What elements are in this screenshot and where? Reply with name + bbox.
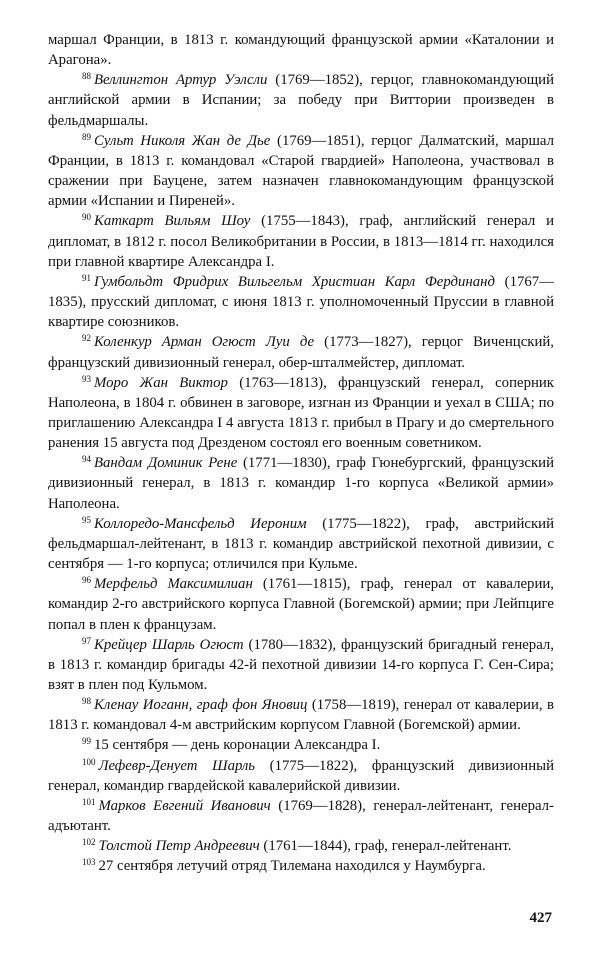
footnote-103 bbox=[48, 856, 554, 876]
footnote-89 bbox=[48, 131, 554, 212]
footnote-person-name: Вандам Доминик Рене bbox=[94, 455, 238, 472]
footnote-number: 94 bbox=[82, 454, 91, 465]
footnote-text: (1769—1828), генерал-лейтенант, генерал-адъютант. bbox=[48, 797, 554, 835]
footnote-person-name: Крейцер Шарль Огюст bbox=[94, 636, 244, 653]
footnote-text: (1769—1851), герцог Далматский, маршал Франции, в 1813 г. командовал «Старой гвардией» Наполеона, участвовал в сражении при Бауцене, затем назначен главнокомандующим французской армии «Испании и Пиреней». bbox=[48, 132, 555, 210]
footnote-text: 27 сентября летучий отряд Тилемана находился у Наумбурга. bbox=[98, 858, 486, 875]
footnote-text: (1761—1815), граф, генерал от кавалерии, командир 2-го австрийского корпуса Главной (Богемской) армии; при Лейпциге попал в плен к французам. bbox=[48, 576, 554, 633]
footnote-text: (1761—1844), граф, генерал-лейтенант. bbox=[259, 838, 512, 855]
footnote-number: 97 bbox=[82, 635, 91, 646]
page-number: 427 bbox=[529, 910, 552, 926]
notes-body bbox=[48, 30, 554, 877]
footnote-91 bbox=[48, 272, 554, 332]
footnote-text: (1769—1852), герцог, главнокомандующий английской армии в Испании; за победу при Виттории произведен в фельдмаршалы. bbox=[48, 72, 554, 129]
footnote-person-name: Каткарт Вильям Шоу bbox=[94, 213, 251, 230]
footnote-person-name: Коллоредо-Мансфельд Иероним bbox=[94, 515, 307, 532]
footnote-100 bbox=[48, 756, 554, 796]
footnote-number: 88 bbox=[82, 71, 91, 82]
footnote-101 bbox=[48, 796, 554, 836]
footnote-95 bbox=[48, 514, 554, 574]
footnote-98 bbox=[48, 695, 554, 735]
footnote-number: 101 bbox=[82, 796, 96, 807]
footnote-text: (1775—1822), французский дивизионный генерал, командир гвардейской кавалерийской дивизии. bbox=[48, 757, 554, 794]
footnote-text: (1767—1835), прусский дипломат, с июня 1813 г. уполномоченный Пруссии в главной квартире союзников. bbox=[48, 273, 554, 331]
continuation-paragraph: маршал Франции, в 1813 г. командующий французской армии «Каталонии и Арагона». bbox=[48, 32, 554, 69]
footnote-number: 98 bbox=[82, 696, 91, 707]
footnote-person-name: Кленау Иоганн, граф фон Яновиц bbox=[94, 697, 308, 714]
footnote-number: 93 bbox=[82, 373, 91, 384]
footnote-97 bbox=[48, 635, 554, 695]
footnote-number: 91 bbox=[82, 272, 91, 283]
footnote-person-name: Лефевр-Денует Шарль bbox=[98, 757, 256, 774]
footnote-text: 15 сентября — день коронации Александра I. bbox=[94, 737, 381, 754]
footnote-number: 90 bbox=[82, 212, 91, 223]
footnote-88 bbox=[48, 70, 554, 130]
footnote-99 bbox=[48, 735, 554, 755]
footnote-number: 92 bbox=[82, 333, 91, 344]
footnote-person-name: Гумбольдт Фридрих Вильгельм Христиан Карл Фердинанд bbox=[94, 273, 495, 290]
footnote-text: (1780—1832), французский бригадный генерал, в 1813 г. командир бригады 42-й пехотной дивизии 14-го корпуса Г. Сен-Сира; взят в плен под Кульмом. bbox=[48, 636, 554, 693]
footnote-92 bbox=[48, 332, 554, 372]
footnote-number: 102 bbox=[82, 837, 96, 848]
footnote-text: (1773—1827), герцог Виченцский, французский дивизионный генерал, обер-шталмейстер, дипломат. bbox=[48, 334, 554, 371]
footnote-person-name: Веллингтон Артур Уэлсли bbox=[94, 72, 268, 89]
footnote-number: 99 bbox=[82, 736, 91, 747]
footnote-number: 95 bbox=[82, 514, 91, 525]
footnote-person-name: Толстой Петр Андреевич bbox=[98, 838, 260, 855]
footnote-person-name: Моро Жан Виктор bbox=[94, 374, 228, 391]
footnote-90 bbox=[48, 211, 554, 271]
footnote-93 bbox=[48, 373, 554, 454]
footnote-102 bbox=[48, 836, 554, 856]
footnote-person-name: Марков Евгений Иванович bbox=[98, 797, 271, 814]
footnote-person-name: Мерфельд Максимилиан bbox=[94, 576, 253, 593]
footnote-text: (1755—1843), граф, английский генерал и дипломат, в 1812 г. посол Великобритании в России, в 1813—1814 гг. находился при главной квартире Александра I. bbox=[48, 213, 554, 270]
footnote-text: (1771—1830), граф Гюнебургский, французский дивизионный генерал, в 1813 г. командир 1-го корпуса «Великой армии» Наполеона. bbox=[48, 455, 554, 512]
footnote-number: 96 bbox=[82, 575, 91, 586]
footnote-94 bbox=[48, 453, 554, 513]
footnote-number: 100 bbox=[82, 756, 96, 767]
footnote-person-name: Коленкур Арман Огюст Луи де bbox=[94, 334, 315, 351]
footnote-text: (1775—1822), граф, австрийский фельдмаршал-лейтенант, в 1813 г. командир австрийской пехотной дивизии, с сентября — 1-го корпуса; отличился при Кульме. bbox=[48, 515, 554, 573]
footnote-number: 89 bbox=[82, 131, 91, 142]
footnote-text: (1763—1813), французский генерал, соперник Наполеона, в 1804 г. обвинен в заговоре, изгнан из Франции и уехал в США; по приглашению Александра I 4 августа 1813 г. прибыл в Прагу и до смертельного ранения 15 августа под Дрезденом состоял его военным советником. bbox=[48, 374, 554, 452]
footnote-number: 103 bbox=[82, 857, 96, 868]
footnote-list bbox=[48, 70, 554, 876]
footnote-96 bbox=[48, 574, 554, 634]
footnote-person-name: Сульт Николя Жан де Дье bbox=[94, 132, 271, 149]
footnote-text: (1758—1819), генерал от кавалерии, в 1813 г. командовал 4-м австрийским корпусом Главной (Богемской) армии. bbox=[48, 697, 554, 734]
